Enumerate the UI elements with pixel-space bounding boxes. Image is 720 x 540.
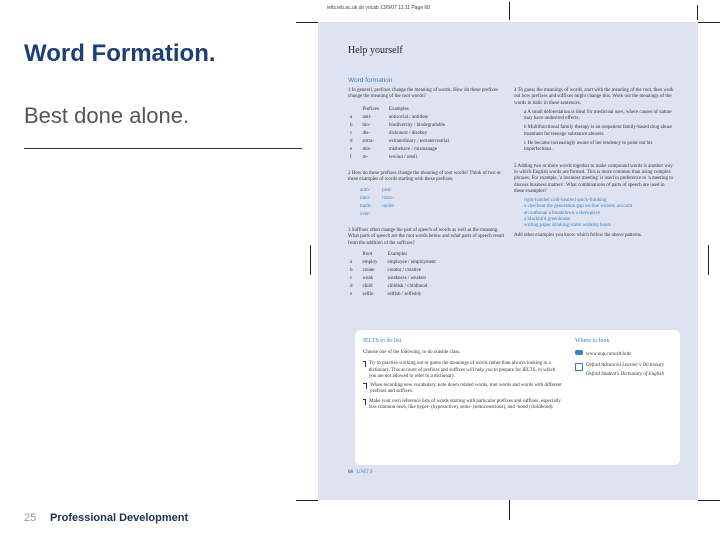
text: e (350, 292, 353, 298)
text: selfie (362, 292, 374, 298)
crop-mark (698, 22, 720, 23)
text: child (362, 284, 373, 290)
textbook-page (318, 22, 698, 500)
text: misbehave / mismanage (388, 146, 437, 152)
text: Try to practise working out or guess the meanings of words rather than always looking in a dictionary. This account of prefixes and suffixes will help you to prepare for IELTS, in which you are not allowed to refer to a dictionary. (368, 361, 556, 379)
text: employ (362, 260, 378, 266)
text: weakness / weaken (387, 276, 426, 282)
footer-text: Professional Development (50, 512, 189, 524)
question-5: 5 Adding two or more words together to make compound words is another way in which English words are formed. This is more common than using complex phrases. For example, 'a business meeting' is used in preference to 'a meeting to discuss business matters'. What combinations of parts of speech are used in these examples? (514, 163, 674, 194)
text: b (350, 268, 353, 274)
text: bio- (362, 122, 371, 128)
text: auto- (360, 188, 371, 194)
text: trans- (382, 196, 394, 202)
question-1: 1 In general, prefixes change the meaning of words. How do these prefixes change the meaning of the root words? (348, 88, 498, 100)
text: a blackbird greenhouse (524, 217, 571, 223)
text: a A small deforestation is ideal for medicinal uses, where causes of nature may have undesired effects. (524, 109, 672, 122)
todo-box (355, 330, 680, 465)
text: creator / creative (387, 268, 422, 274)
question-4: 4 To guess the meanings of words, start with the meaning of the root, then work out how prefixes and suffixes might change this. Work out the meanings of the words in italic in these sentences. (514, 88, 674, 106)
crop-mark (698, 500, 720, 501)
text: post- (382, 188, 393, 194)
text: Oxford Student's Dictionary of English (586, 371, 664, 377)
text: b Multifunctional family therapy is an outpatient family-based drug abuse treatment for teenage substance abusers. (524, 125, 672, 137)
text: dis- (362, 130, 370, 136)
text: Examples (387, 252, 408, 258)
todo-intro: Choose one of the following, to do outside class. (363, 350, 461, 355)
text: d (350, 284, 353, 290)
text: Make your own reference lists of words starting with particular prefixes and suffixes, especially less common ones, like hyper- (hyperactive), semi- (semiconscious), and -hood (childhood). (369, 398, 561, 411)
crop-header: ielts.ieb.ac.uk sb vocab 13/9/07 11:11 Page 68 (327, 5, 430, 11)
text: extraordinary / extraterrestrial (388, 138, 449, 144)
section-title: Word formation (348, 77, 393, 84)
text: d (350, 138, 353, 144)
text: Root (362, 252, 373, 258)
text: selfish / selfishly (387, 292, 422, 298)
text: weak (362, 276, 374, 282)
text: childish / childhood (387, 284, 428, 290)
text: a (350, 114, 353, 120)
checkbox[interactable] (363, 361, 366, 367)
col-header: Examples (388, 106, 409, 112)
text: rewind / retell (388, 154, 417, 160)
slide-title: Word Formation. (24, 40, 216, 67)
text: under- (382, 204, 396, 210)
text: extra- (362, 138, 375, 144)
crop-mark (310, 245, 311, 275)
checkbox[interactable] (363, 399, 366, 405)
text: dishonest / disobey (388, 130, 428, 136)
text: Oxford Advanced Learner's Dictionary (586, 362, 665, 368)
text: an outbreak a breakdown a showpiece (524, 210, 601, 216)
slide-subtitle: Best done alone. (24, 103, 190, 128)
text: right-handed cold-hearted quick-thinking (524, 198, 607, 204)
col-header: Prefixes (362, 106, 379, 112)
question-2: 2 How do these prefixes change the meaning of root words? Think of two or three examples of words starting with these prefixes. (348, 170, 501, 182)
text: a (350, 260, 353, 266)
text: over- (360, 212, 371, 218)
slide-number: 25 (24, 512, 37, 524)
text: a checkout the generation gap on-line witness account (524, 204, 633, 210)
text: c (350, 130, 353, 136)
text: re- (362, 154, 369, 160)
web-icon (575, 350, 583, 355)
crop-mark (296, 500, 318, 501)
text: anti- (362, 114, 372, 120)
crop-mark (296, 22, 318, 23)
text: create (362, 268, 375, 274)
text: e (350, 146, 353, 152)
crop-mark (509, 2, 510, 20)
text: antisocial / antidote (388, 114, 429, 120)
text: www.oup.com/elt/ielts (586, 352, 632, 358)
text: multi- (360, 204, 373, 210)
question-3: 3 Suffixes often change the part of speech of words as well as the meaning. What parts of speech are the root words below and what parts of speech result from the addition of the suffixes? (348, 228, 505, 246)
todo-title: IELTS to do list (363, 338, 402, 344)
book-page-number: 68 (348, 470, 353, 475)
text: biodiversity / biodegradable (388, 122, 445, 128)
crop-mark (509, 500, 510, 520)
question-5-footer: Add other examples you know which follow the above patterns. (514, 232, 643, 238)
text: mis- (362, 146, 372, 152)
text: c (350, 276, 353, 282)
checkbox[interactable] (363, 383, 367, 389)
text: inter- (360, 196, 371, 202)
text: b (350, 122, 353, 128)
text: writing paper drinking water walking boots (524, 223, 611, 229)
book-icon (575, 363, 583, 371)
text: f (350, 154, 352, 160)
where-title: Where to look (575, 338, 610, 344)
book-unit: UNIT 9 (356, 470, 373, 475)
text: When recording new vocabulary, note down related words, root words and words with different prefixes and suffixes. (370, 383, 562, 395)
text: employee / employment (387, 260, 436, 266)
crop-mark (708, 245, 709, 275)
divider (24, 148, 302, 149)
text: c He became increasingly aware of her tendency to point out his imperfections. (524, 141, 653, 153)
crop-mark (697, 5, 698, 20)
page-heading: Help yourself (348, 45, 403, 56)
